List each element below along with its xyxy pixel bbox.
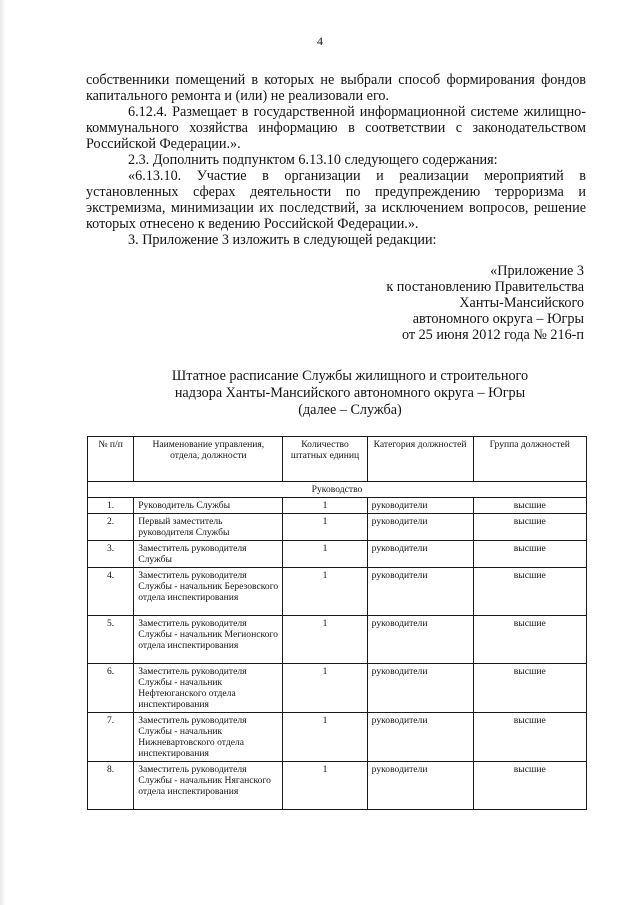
table-title <box>140 368 560 419</box>
cell-name: Первый заместитель руководителя Службы <box>134 514 283 541</box>
cell-category: руководители <box>367 514 473 541</box>
cell-name: Заместитель руководителя Службы - начальник Няганского отдела инспектирования <box>134 762 283 810</box>
header-num: № п/п <box>88 437 134 482</box>
cell-group: высшие <box>473 713 586 762</box>
cell-category: руководители <box>367 568 473 616</box>
cell-count: 1 <box>283 664 367 713</box>
cell-num: 7. <box>88 713 134 762</box>
table-row <box>88 514 587 541</box>
table-title-line: надзора Ханты-Мансийского автономного округа – Югры <box>174 385 526 401</box>
cell-group: высшие <box>473 568 586 616</box>
staff-table <box>87 436 587 810</box>
cell-count: 1 <box>283 498 367 514</box>
cell-category: руководители <box>367 762 473 810</box>
table-header-row <box>88 437 587 482</box>
table-row <box>88 713 587 762</box>
section-label: Руководство <box>88 482 587 498</box>
cell-category: руководители <box>367 664 473 713</box>
appendix-line: к постановлению Правительства <box>386 279 584 295</box>
page-number: 4 <box>317 34 323 48</box>
table-title-line: Штатное расписание Службы жилищного и строительного <box>171 368 529 384</box>
cell-name: Заместитель руководителя Службы - начальник Мегионского отдела инспектирования <box>134 616 283 664</box>
table-row <box>88 664 587 713</box>
cell-group: высшие <box>473 616 586 664</box>
cell-num: 1. <box>88 498 134 514</box>
paragraph-continuation: собственники помещений в которых не выбрали способ формирования фондов капитального ремонта и (или) не реализовали его. <box>86 72 586 104</box>
table-row <box>88 498 587 514</box>
table-row <box>88 568 587 616</box>
cell-name: Заместитель руководителя Службы - начальник Березовского отдела инспектирования <box>134 568 283 616</box>
header-group: Группа должностей <box>473 437 586 482</box>
section-row <box>88 482 587 498</box>
paragraph-6-12-4: 6.12.4. Размещает в государственной информационной системе жилищно-коммунального хозяйства информацию в соответствии с законодательством Российской Федерации.». <box>86 104 586 152</box>
cell-count: 1 <box>283 568 367 616</box>
cell-category: руководители <box>367 541 473 568</box>
header-count: Количество штатных единиц <box>283 437 367 482</box>
cell-num: 4. <box>88 568 134 616</box>
cell-group: высшие <box>473 498 586 514</box>
cell-count: 1 <box>283 514 367 541</box>
appendix-line: автономного округа – Югры <box>412 311 584 327</box>
table-title-line: (далее – Служба) <box>298 402 402 418</box>
cell-num: 2. <box>88 514 134 541</box>
cell-count: 1 <box>283 713 367 762</box>
cell-name: Заместитель руководителя Службы <box>134 541 283 568</box>
document-body <box>86 72 586 248</box>
table-row <box>88 762 587 810</box>
paragraph-2-3: 2.3. Дополнить подпунктом 6.13.10 следующего содержания: <box>128 152 498 168</box>
cell-name: Заместитель руководителя Службы - начальник Нефтеюганского отдела инспектирования <box>134 664 283 713</box>
cell-category: руководители <box>367 713 473 762</box>
cell-count: 1 <box>283 541 367 568</box>
appendix-header <box>386 263 584 343</box>
appendix-line: от 25 июня 2012 года № 216-п <box>401 327 584 343</box>
scan-edge-shadow <box>0 0 6 905</box>
appendix-line: «Приложение 3 <box>490 263 584 279</box>
header-category: Категория должностей <box>367 437 473 482</box>
paragraph-3: 3. Приложение 3 изложить в следующей редакции: <box>128 232 437 248</box>
table-row <box>88 616 587 664</box>
cell-num: 6. <box>88 664 134 713</box>
cell-group: высшие <box>473 514 586 541</box>
cell-name: Руководитель Службы <box>134 498 283 514</box>
paragraph-6-13-10: «6.13.10. Участие в организации и реализации мероприятий в установленных сферах деятельности по предупреждению терроризма и экстремизма, минимизации их последствий, за исключением вопросов, решение которых отнесено к ведению Российской Федерации.». <box>86 168 586 232</box>
cell-group: высшие <box>473 541 586 568</box>
cell-category: руководители <box>367 498 473 514</box>
table-row <box>88 541 587 568</box>
cell-num: 5. <box>88 616 134 664</box>
cell-count: 1 <box>283 762 367 810</box>
header-name: Наименование управления, отдела, должности <box>134 437 283 482</box>
cell-name: Заместитель руководителя Службы - начальник Нижневартовского отдела инспектирования <box>134 713 283 762</box>
cell-num: 8. <box>88 762 134 810</box>
cell-group: высшие <box>473 664 586 713</box>
cell-num: 3. <box>88 541 134 568</box>
cell-group: высшие <box>473 762 586 810</box>
cell-category: руководители <box>367 616 473 664</box>
cell-count: 1 <box>283 616 367 664</box>
appendix-line: Ханты-Мансийского <box>459 295 584 311</box>
